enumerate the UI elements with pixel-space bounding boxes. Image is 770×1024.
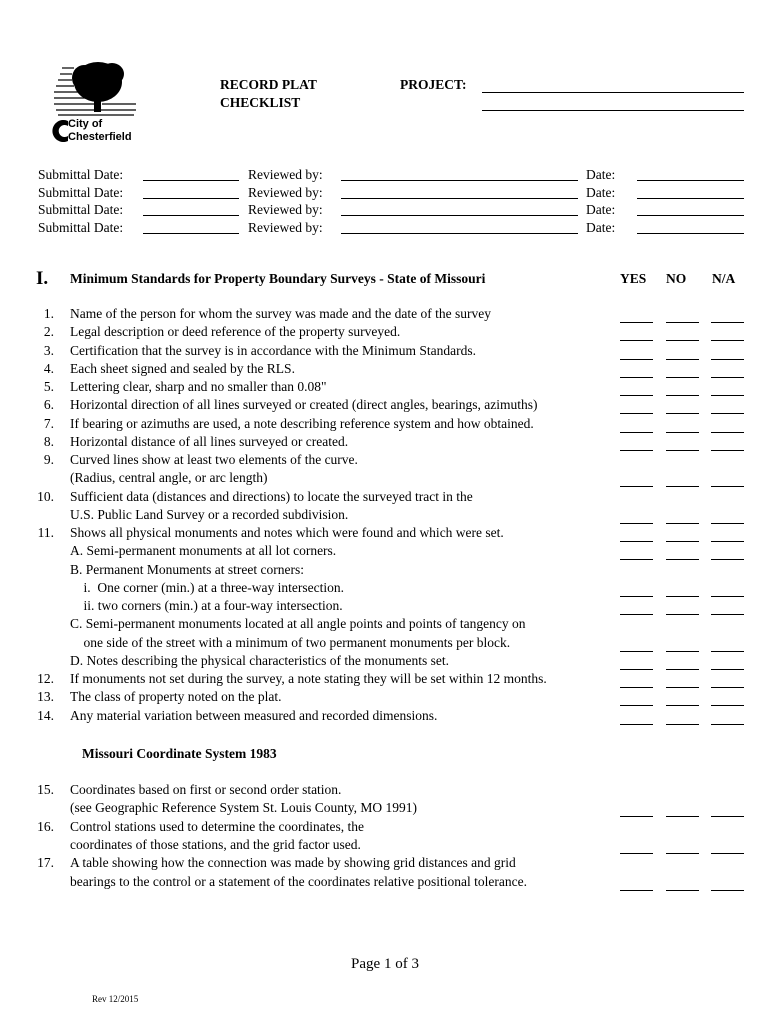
revision-label: Rev 12/2015 xyxy=(92,994,139,1004)
item-number: 3. xyxy=(43,342,54,358)
item-text: Legal description or deed reference of the property surveyed. xyxy=(70,324,401,340)
na-answer-field[interactable] xyxy=(711,541,744,542)
na-answer-field[interactable] xyxy=(711,486,744,487)
no-answer-field[interactable] xyxy=(666,687,699,688)
yes-answer-field[interactable] xyxy=(620,651,653,652)
item-number: 1. xyxy=(43,306,54,321)
item-text: A table showing how the connection was made by showing grid distances and grid xyxy=(70,855,516,871)
checklist-line xyxy=(0,616,770,634)
date-label: Date: xyxy=(586,184,616,200)
yes-answer-field[interactable] xyxy=(620,687,653,688)
item-text: U.S. Public Land Survey or a recorded subdivision. xyxy=(70,506,349,522)
no-answer-field[interactable] xyxy=(666,395,699,396)
item-number: 15. xyxy=(37,782,54,797)
checklist-line xyxy=(0,324,770,342)
checklist-line xyxy=(0,452,770,470)
checklist-line xyxy=(0,306,770,324)
item-text: Lettering clear, sharp and no smaller than 0.08" xyxy=(70,379,327,394)
yes-answer-field[interactable] xyxy=(620,395,653,396)
yes-answer-field[interactable] xyxy=(620,614,653,615)
item-text: i. One corner (min.) at a three-way intersection. xyxy=(70,579,345,595)
no-answer-field[interactable] xyxy=(666,853,699,854)
na-answer-field[interactable] xyxy=(711,705,744,706)
item-text: Each sheet signed and sealed by the RLS. xyxy=(70,360,295,376)
reviewed-by-field[interactable] xyxy=(341,215,578,216)
submittal-date-label: Submittal Date: xyxy=(38,167,124,182)
na-answer-field[interactable] xyxy=(711,413,744,414)
checklist-line xyxy=(0,653,770,671)
item-number: 16. xyxy=(37,818,54,834)
no-answer-field[interactable] xyxy=(666,523,699,524)
date-label: Date: xyxy=(586,167,616,182)
no-answer-field[interactable] xyxy=(666,322,699,323)
na-answer-field[interactable] xyxy=(711,523,744,524)
checklist-line xyxy=(0,855,770,873)
logo-text-chesterfield: Chesterfield xyxy=(68,131,132,143)
project-field-line-2[interactable] xyxy=(482,110,744,111)
yes-answer-field[interactable] xyxy=(620,486,653,487)
item-number: 17. xyxy=(37,855,54,871)
no-answer-field[interactable] xyxy=(666,705,699,706)
item-text: If bearing or azimuths are used, a note describing reference system and how obtained. xyxy=(70,415,534,431)
date-label: Date: xyxy=(586,219,616,235)
item-text: If monuments not set during the survey, a note stating they will be set within 12 months. xyxy=(70,671,547,686)
no-answer-field[interactable] xyxy=(666,614,699,615)
na-answer-field[interactable] xyxy=(711,651,744,652)
item-text: one side of the street with a minimum of two permanent monuments per block. xyxy=(70,634,511,650)
date-field[interactable] xyxy=(637,198,744,199)
date-label: Date: xyxy=(586,202,616,217)
checklist-line xyxy=(0,361,770,379)
na-answer-field[interactable] xyxy=(711,559,744,560)
item-text: C. Semi-permanent monuments located at all angle points and points of tangency on xyxy=(70,616,526,632)
no-answer-field[interactable] xyxy=(666,486,699,487)
submittal-date-field[interactable] xyxy=(143,198,239,199)
no-answer-field[interactable] xyxy=(666,450,699,451)
item-text: The class of property noted on the plat. xyxy=(70,689,282,705)
checklist-line xyxy=(0,543,770,561)
na-answer-field[interactable] xyxy=(711,614,744,615)
item-text: Name of the person for whom the survey was made and the date of the survey xyxy=(70,306,491,321)
yes-answer-field[interactable] xyxy=(620,890,653,891)
item-text: A. Semi-permanent monuments at all lot corners. xyxy=(70,543,337,559)
item-text: D. Notes describing the physical characteristics of the monuments set. xyxy=(70,652,450,668)
no-answer-field[interactable] xyxy=(666,340,699,341)
yes-answer-field[interactable] xyxy=(620,523,653,524)
yes-answer-field[interactable] xyxy=(620,359,653,360)
item-number: 2. xyxy=(43,324,54,340)
checklist-line xyxy=(0,837,770,855)
submittal-date-label: Submittal Date: xyxy=(38,219,124,235)
item-number: 9. xyxy=(43,452,54,467)
tree-logo-icon xyxy=(40,58,150,118)
item-number: 12. xyxy=(37,671,54,686)
reviewed-by-label: Reviewed by: xyxy=(248,184,323,200)
submittal-date-label: Submittal Date: xyxy=(38,202,124,217)
na-answer-field[interactable] xyxy=(711,724,744,725)
checklist-line xyxy=(0,343,770,361)
no-answer-field[interactable] xyxy=(666,413,699,414)
yes-answer-field[interactable] xyxy=(620,559,653,560)
checklist-line xyxy=(0,416,770,434)
column-no-header: NO xyxy=(666,271,687,286)
checklist-line xyxy=(0,800,770,818)
item-number: 6. xyxy=(43,397,54,413)
no-answer-field[interactable] xyxy=(666,541,699,542)
item-number: 7. xyxy=(43,415,54,431)
doc-title-line1: RECORD PLAT xyxy=(220,77,317,92)
column-yes-header: YES xyxy=(620,271,647,286)
reviewed-by-field[interactable] xyxy=(341,180,578,181)
item-text: Sufficient data (distances and directions) to locate the surveyed tract in the xyxy=(70,488,473,504)
item-text: Shows all physical monuments and notes which were found and which were set. xyxy=(70,525,504,540)
na-answer-field[interactable] xyxy=(711,853,744,854)
item-text: coordinates of those stations, and the grid factor used. xyxy=(70,836,361,852)
item-text: Certification that the survey is in accordance with the Minimum Standards. xyxy=(70,342,477,358)
item-text: B. Permanent Monuments at street corners: xyxy=(70,561,304,577)
doc-title-line2: CHECKLIST xyxy=(220,95,301,110)
item-number: 14. xyxy=(37,707,54,723)
na-answer-field[interactable] xyxy=(711,669,744,670)
checklist-line xyxy=(0,635,770,653)
checklist-line xyxy=(0,819,770,837)
yes-answer-field[interactable] xyxy=(620,669,653,670)
yes-answer-field[interactable] xyxy=(620,705,653,706)
item-text: Horizontal direction of all lines surveyed or created (direct angles, bearings, azimuths) xyxy=(70,397,538,413)
submittal-date-field[interactable] xyxy=(143,233,239,234)
no-answer-field[interactable] xyxy=(666,359,699,360)
page-number: Page 1 of 3 xyxy=(351,956,419,972)
yes-answer-field[interactable] xyxy=(620,432,653,433)
checklist-line xyxy=(0,580,770,598)
na-answer-field[interactable] xyxy=(711,432,744,433)
checklist-line xyxy=(0,562,770,580)
checklist-line xyxy=(0,689,770,707)
na-answer-field[interactable] xyxy=(711,890,744,891)
na-answer-field[interactable] xyxy=(711,322,744,323)
na-answer-field[interactable] xyxy=(711,596,744,597)
no-answer-field[interactable] xyxy=(666,890,699,891)
checklist-line xyxy=(0,397,770,415)
checklist-line xyxy=(0,379,770,397)
section-2-title: Missouri Coordinate System 1983 xyxy=(82,746,277,761)
date-field[interactable] xyxy=(637,180,744,181)
yes-answer-field[interactable] xyxy=(620,724,653,725)
item-number: 4. xyxy=(43,360,54,376)
checklist-line xyxy=(0,470,770,488)
yes-answer-field[interactable] xyxy=(620,853,653,854)
checklist-line xyxy=(0,782,770,800)
reviewed-by-label: Reviewed by: xyxy=(248,219,323,235)
no-answer-field[interactable] xyxy=(666,432,699,433)
item-number: 13. xyxy=(37,689,54,705)
yes-answer-field[interactable] xyxy=(620,322,653,323)
reviewed-by-field[interactable] xyxy=(341,233,578,234)
checklist-line xyxy=(0,874,770,892)
na-answer-field[interactable] xyxy=(711,450,744,451)
reviewed-by-label: Reviewed by: xyxy=(248,202,323,217)
reviewed-by-label: Reviewed by: xyxy=(248,167,323,182)
na-answer-field[interactable] xyxy=(711,395,744,396)
checklist-line xyxy=(0,598,770,616)
item-text: Coordinates based on first or second order station. xyxy=(70,782,342,797)
project-label: PROJECT: xyxy=(400,77,467,92)
logo-text-city-of: City of xyxy=(68,118,103,130)
checklist-line xyxy=(0,671,770,689)
checklist-line xyxy=(0,507,770,525)
yes-answer-field[interactable] xyxy=(620,413,653,414)
item-number: 10. xyxy=(37,488,54,504)
yes-answer-field[interactable] xyxy=(620,541,653,542)
item-number: 8. xyxy=(43,433,54,449)
na-answer-field[interactable] xyxy=(711,359,744,360)
no-answer-field[interactable] xyxy=(666,559,699,560)
item-text: Any material variation between measured and recorded dimensions. xyxy=(70,707,438,723)
no-answer-field[interactable] xyxy=(666,669,699,670)
date-field[interactable] xyxy=(637,215,744,216)
reviewed-by-field[interactable] xyxy=(341,198,578,199)
column-na-header: N/A xyxy=(712,271,736,286)
item-text: (Radius, central angle, or arc length) xyxy=(70,470,268,486)
submittal-date-label: Submittal Date: xyxy=(38,184,124,200)
item-text: (see Geographic Reference System St. Louis County, MO 1991) xyxy=(70,800,418,816)
na-answer-field[interactable] xyxy=(711,340,744,341)
item-text: ii. two corners (min.) at a four-way intersection. xyxy=(70,598,343,613)
logo-c-mark xyxy=(46,118,70,144)
submittal-date-field[interactable] xyxy=(143,180,239,181)
yes-answer-field[interactable] xyxy=(620,450,653,451)
checklist-line xyxy=(0,525,770,543)
na-answer-field[interactable] xyxy=(711,687,744,688)
city-logo xyxy=(40,58,150,148)
section-numeral: I. xyxy=(36,268,49,289)
date-field[interactable] xyxy=(637,233,744,234)
yes-answer-field[interactable] xyxy=(620,596,653,597)
item-number: 11. xyxy=(37,525,54,540)
no-answer-field[interactable] xyxy=(666,724,699,725)
no-answer-field[interactable] xyxy=(666,651,699,652)
checklist-line xyxy=(0,489,770,507)
yes-answer-field[interactable] xyxy=(620,340,653,341)
item-text: Curved lines show at least two elements of the curve. xyxy=(70,452,358,467)
submittal-date-field[interactable] xyxy=(143,215,239,216)
project-field-line-1[interactable] xyxy=(482,92,744,93)
item-text: bearings to the control or a statement of the coordinates relative positional tolerance. xyxy=(70,873,527,889)
no-answer-field[interactable] xyxy=(666,596,699,597)
checklist-line xyxy=(0,708,770,726)
checklist-line xyxy=(0,434,770,452)
item-text: Control stations used to determine the coordinates, the xyxy=(70,818,364,834)
item-text: Horizontal distance of all lines surveyed or created. xyxy=(70,433,349,449)
item-number: 5. xyxy=(43,379,54,394)
na-answer-field[interactable] xyxy=(711,377,744,378)
no-answer-field[interactable] xyxy=(666,377,699,378)
na-answer-field[interactable] xyxy=(711,816,744,817)
section-title: Minimum Standards for Property Boundary Surveys - State of Missouri xyxy=(70,271,486,286)
no-answer-field[interactable] xyxy=(666,816,699,817)
yes-answer-field[interactable] xyxy=(620,377,653,378)
yes-answer-field[interactable] xyxy=(620,816,653,817)
